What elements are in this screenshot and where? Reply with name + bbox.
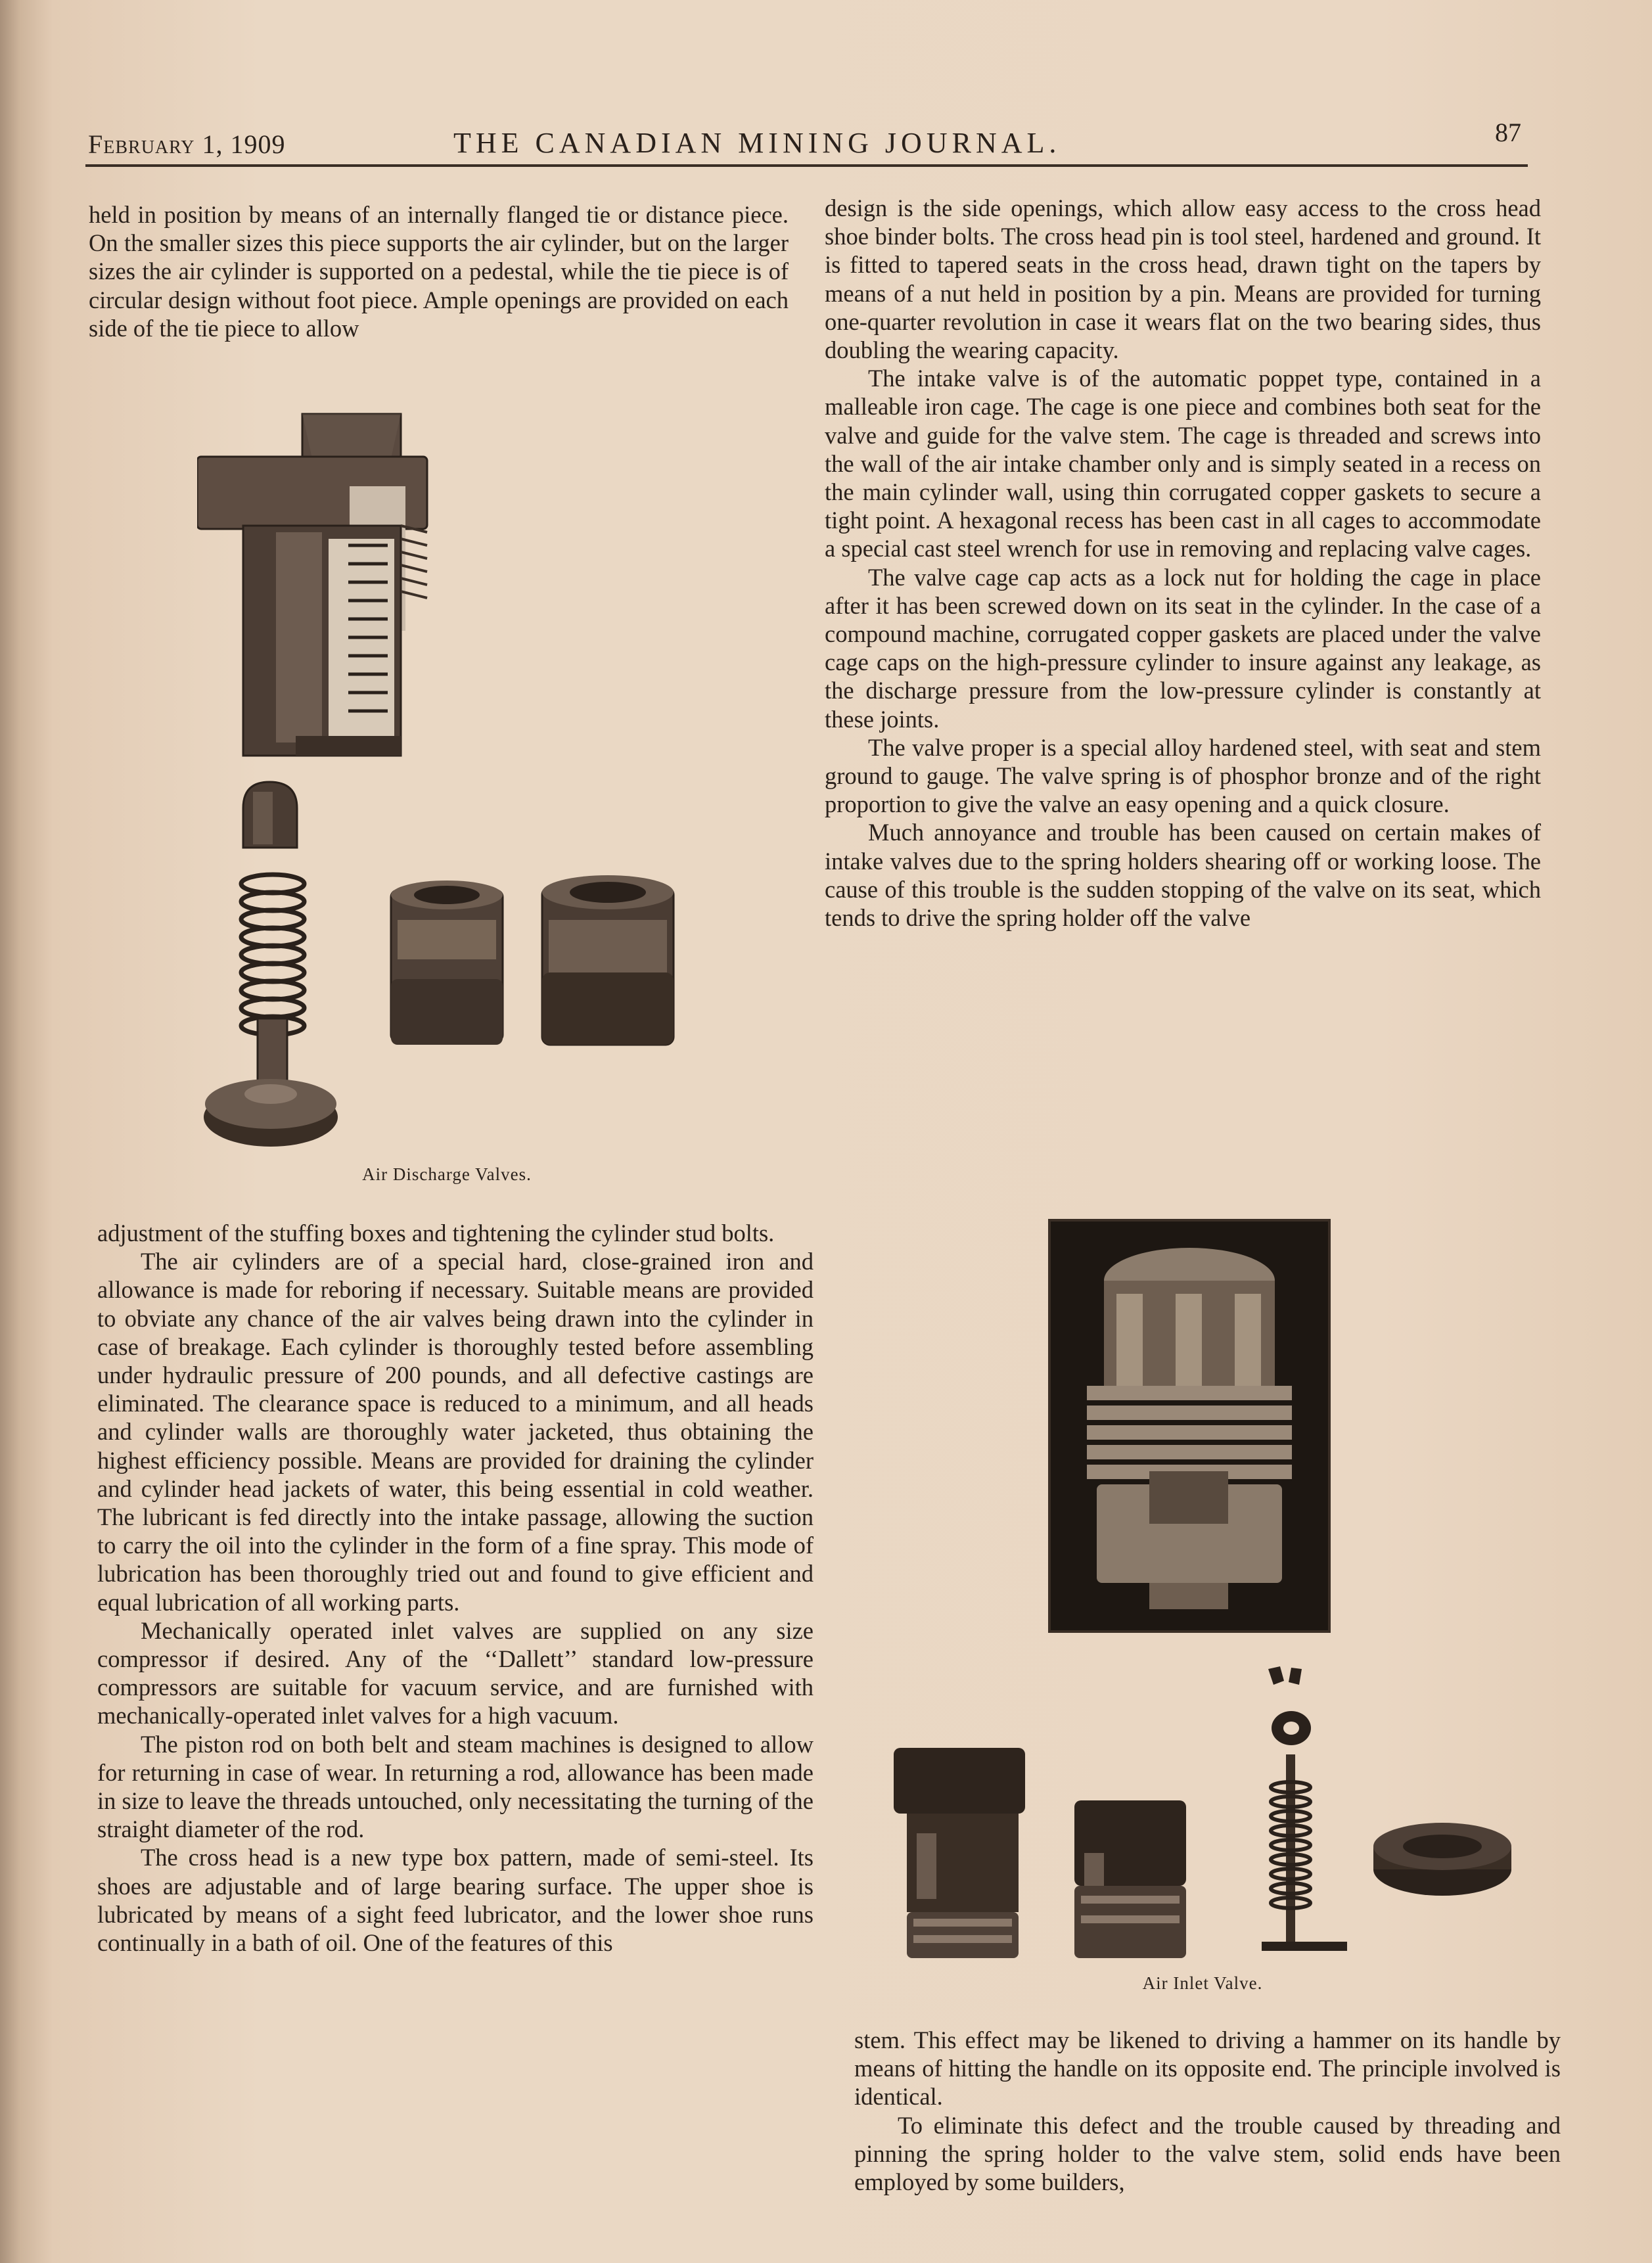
air-inlet-valve-parts-figure [887,1656,1531,1971]
paragraph: stem. This effect may be likened to driving a hammer on its handle by means of hitting the handle on its opposite end. The principle involved is identical. [854,2026,1561,2111]
valve-cage-illustration [894,1748,1025,1958]
air-discharge-valves-figure [197,394,789,1156]
valve-cage-illustration [542,875,674,1045]
valve-disc-illustration [204,1018,338,1147]
figure-caption: Air Discharge Valves. [362,1164,532,1184]
valve-cage-illustration [391,880,503,1045]
paragraph: Much annoyance and trouble has been caused on certain makes of intake valves due to the spring holders shearing off or working loose. The cause of this trouble is the sudden stopping of the valve on its seat, which tends to drive the spring holder off the valve [825,819,1541,932]
valve-cage-illustration [1074,1800,1186,1958]
left-column-top [89,200,789,342]
issue-date: February 1, 1909 [88,129,286,159]
valve-stem-spring-illustration [1262,1754,1347,1951]
sectioned-valve-illustration [197,414,427,756]
valve-disc-illustration [1373,1823,1511,1896]
paragraph: The intake valve is of the automatic poppet type, contained in a malleable iron cage. The cage is one piece and combines both seat for the valve and guide for the valve stem. The cage is threaded and screws into the wall of the air intake chamber only and is simply seated in a recess on the main cylinder wall, using thin corrugated copper gaskets to secure a tight point. A hexagonal recess has been cast in all cages to accommodate a special cast steel wrench for use in removing and replacing valve cages. [825,365,1541,562]
paragraph: The cross head is a new type box pattern, made of semi-steel. Its shoes are adjustable and of large bearing surface. The upper shoe is lubricated by means of a sight feed lubricator, and the lower shoe runs continually in a bath of oil. One of the features of this [97,1844,814,1957]
paragraph: To eliminate this defect and the trouble caused by threading and pinning the spring holder to the valve stem, solid ends have been employed by some builders, [854,2111,1561,2196]
key-pieces-illustration [1268,1666,1302,1685]
paragraph: The piston rod on both belt and steam machines is designed to allow for returning in case of wear. In returning a rod, allowance has been made in size to leave the threads untouched, only necessitating the turning of the straight diameter of the rod. [97,1730,814,1843]
page-number: 87 [1495,118,1521,147]
paragraph: held in position by means of an internally flanged tie or distance piece. On the smaller sizes this piece supports the air cylinder, but on the larger sizes the air cylinder is supported on a pedestal, while the tie piece is of circular design without foot piece. Ample openings are provided on each side of the tie piece to allow [89,201,789,342]
paragraph: The air cylinders are of a special hard, close-grained iron and allowance is made for reboring if necessary. Suitable means are provided to obviate any chance of the air valves being drawn into the cylinder in case of breakage. Each cylinder is thoroughly tested before assembling under hydraulic pressure of 200 pounds, and all defective castings are eliminated. The clearance space is reduced to a minimum, and all heads and cylinder walls are thoroughly water jacketed, thus obtaining the highest efficiency possible. Means are provided for draining the cylinder and cylinder head jackets of water, this being essential in cold weather. The lubricant is fed directly into the intake passage, allowing the suction to carry the oil into the cylinder in the form of a fine spray. This mode of lubrication has been thoroughly tried out and found to give efficient and equal lubrication of all working parts. [97,1248,814,1616]
valve-cap-illustration [243,782,297,848]
paragraph: design is the side openings, which allow easy access to the cross head shoe binder bolts. The cross head pin is tool steel, hardened and ground. It is fitted to tapered seats in the cross head, drawn tight on the tapers by means of a nut held in position by a pin. Means are provided for turning one-quarter revolution in case it wears flat on the two bearing sides, thus doubling the wearing capacity. [825,194,1541,364]
washer-illustration [1272,1711,1311,1745]
paragraph: adjustment of the stuffing boxes and tightening the cylinder stud bolts. [97,1220,775,1246]
paragraph: The valve cage cap acts as a lock nut for holding the cage in place after it has been screwed down on its seat in the cylinder. In the case of a compound machine, corrugated copper gaskets are placed under the valve cage caps on the high-pressure cylinder to insure against any leakage, as the discharge pressure from the low-pressure cylinder is constantly at these joints. [825,563,1541,733]
valve-spring-illustration [241,875,304,1035]
paragraph: Mechanically operated inlet valves are supplied on any size compressor if desired. Any of the ‘‘Dallett’’ standard low-pressure compressors are suitable for vacuum service, and are furnished with mechanically-operated inlet valves for a high vacuum. [97,1616,814,1729]
journal-title: THE CANADIAN MINING JOURNAL. [453,127,1061,159]
left-column-bottom [97,1219,814,1957]
right-column-top [825,194,1541,932]
paragraph: The valve proper is a special alloy hardened steel, with seat and stem ground to gauge. The valve spring is of phosphor bronze and of the right proportion to give the valve an easy opening and a quick closure. [825,733,1541,818]
page-header [85,118,1528,167]
inlet-valve-photo-image [1051,1222,1328,1630]
figure-caption: Air Inlet Valve. [1142,1973,1263,1993]
inlet-valve-photo [1048,1219,1331,1633]
right-column-bottom [854,2026,1561,2196]
